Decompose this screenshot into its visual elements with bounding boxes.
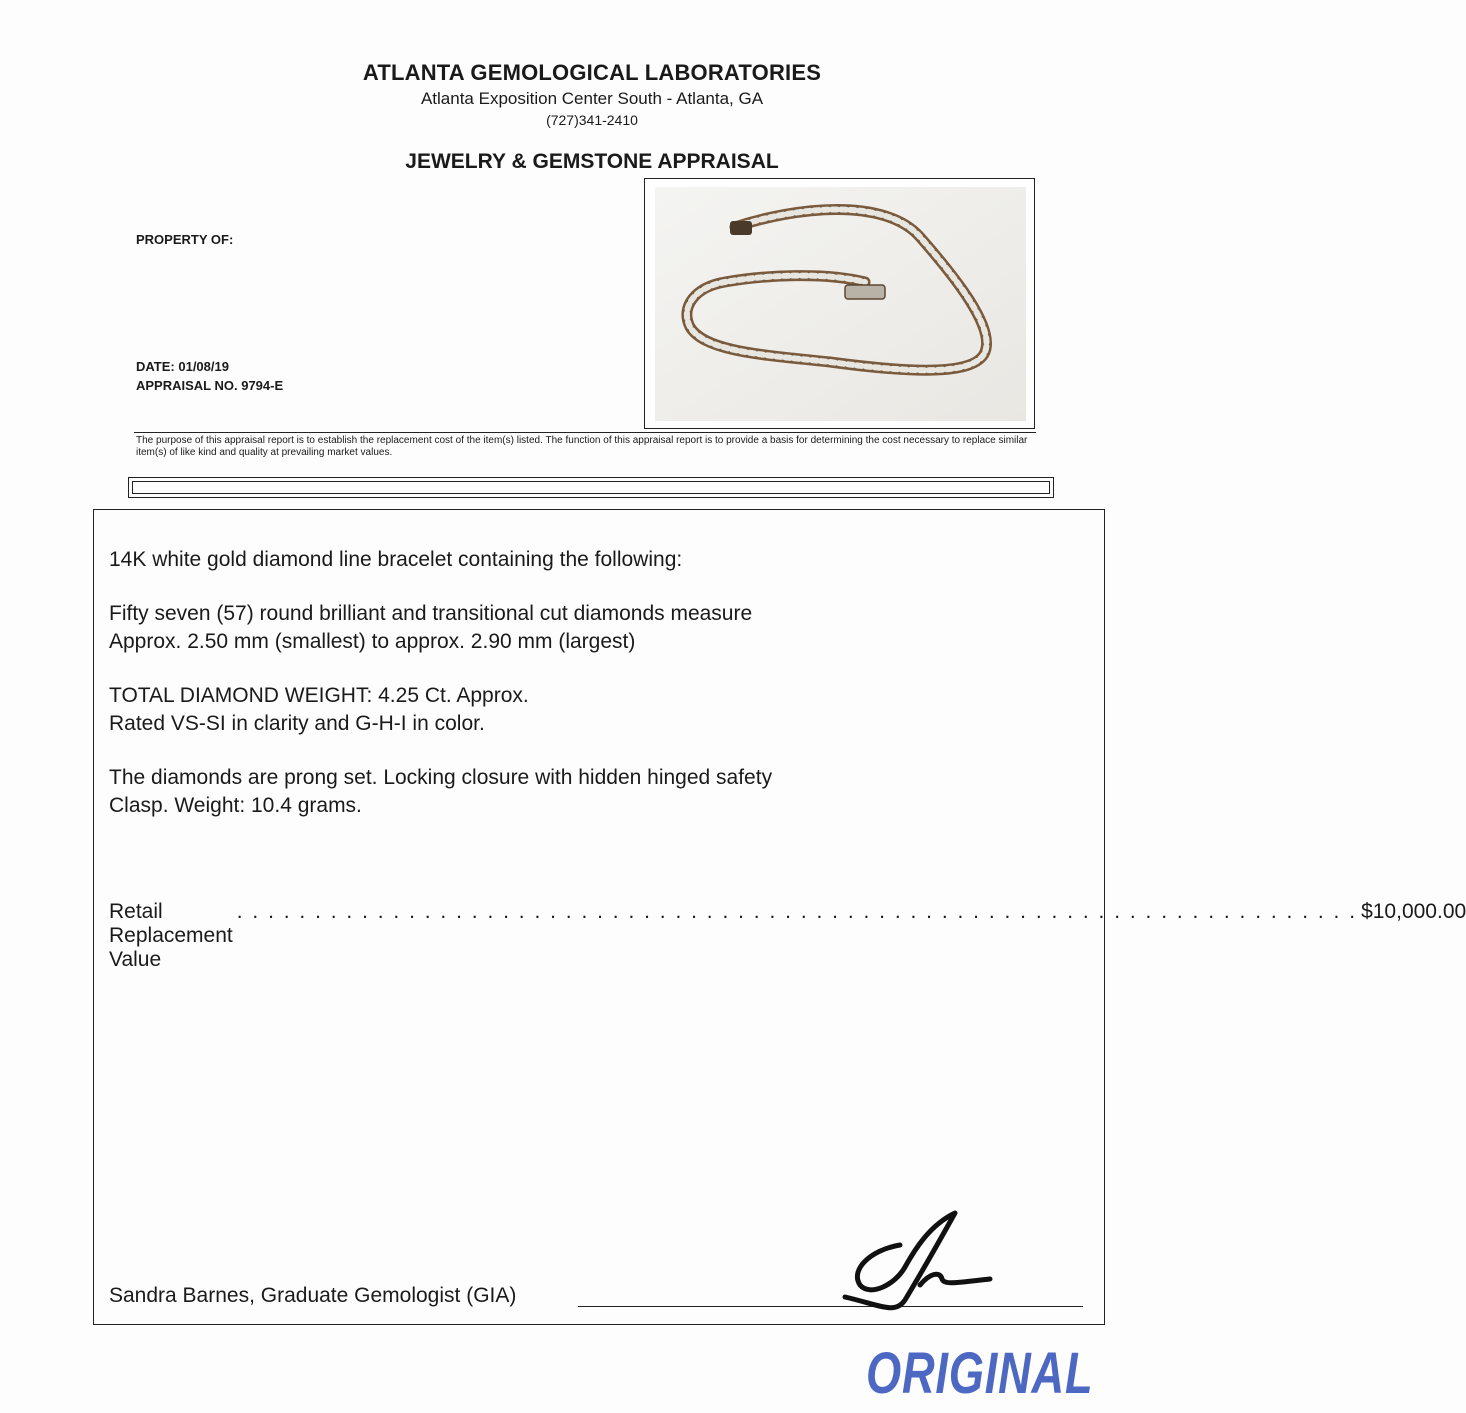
description-line-4a: The diamonds are prong set. Locking closure with hidden hinged safety bbox=[109, 766, 773, 789]
description-line-2b: Approx. 2.50 mm (smallest) to approx. 2.90 mm (largest) bbox=[109, 630, 636, 653]
lab-name: ATLANTA GEMOLOGICAL LABORATORIES bbox=[362, 60, 822, 85]
leader-dots: . . . . . . . . . . . . . . . . . . . . . . . . . . . . . . . . . . . . . . . . . . . . . . . . . . . . . . . . . . . . . . . . . . . . . . . . bbox=[236, 900, 1358, 923]
description-line-3b: Rated VS-SI in clarity and G-H-I in color. bbox=[109, 712, 485, 735]
divider-rule bbox=[134, 432, 1036, 433]
date-field: DATE: 01/08/19 bbox=[136, 359, 229, 374]
document-title: JEWELRY & GEMSTONE APPRAISAL bbox=[405, 150, 779, 173]
description-line-3a: TOTAL DIAMOND WEIGHT: 4.25 Ct. Approx. bbox=[109, 684, 529, 707]
original-stamp: ORIGINAL bbox=[866, 1341, 1094, 1406]
handwritten-signature bbox=[830, 1205, 1010, 1315]
purpose-statement: The purpose of this appraisal report is to establish the replacement cost of the item(s) listed. The function of this appraisal report is to provide a basis for determining the cost necessary to replace similar item(s) of like kind and quality at prevailing market values. bbox=[136, 435, 1028, 458]
property-of-label: PROPERTY OF: bbox=[136, 232, 234, 247]
retail-value-line bbox=[109, 900, 1466, 972]
bracelet-image bbox=[655, 187, 1026, 421]
lab-phone: (727)341-2410 bbox=[546, 112, 638, 128]
description-line-2a: Fifty seven (57) round brilliant and transitional cut diamonds measure bbox=[109, 602, 753, 625]
retail-value-label: Retail Replacement Value bbox=[109, 900, 233, 971]
lab-address: Atlanta Exposition Center South - Atlanta, GA bbox=[420, 89, 764, 108]
description-line-4b: Clasp. Weight: 10.4 grams. bbox=[109, 794, 362, 817]
appraisal-number-field: APPRAISAL NO. 9794-E bbox=[136, 378, 284, 393]
description-line-1: 14K white gold diamond line bracelet containing the following: bbox=[109, 548, 683, 571]
bracelet-photo bbox=[644, 178, 1035, 429]
appraiser-name: Sandra Barnes, Graduate Gemologist (GIA) bbox=[109, 1284, 517, 1307]
decorative-bar bbox=[128, 477, 1054, 498]
retail-value-amount: $10,000.00 bbox=[1361, 900, 1466, 923]
